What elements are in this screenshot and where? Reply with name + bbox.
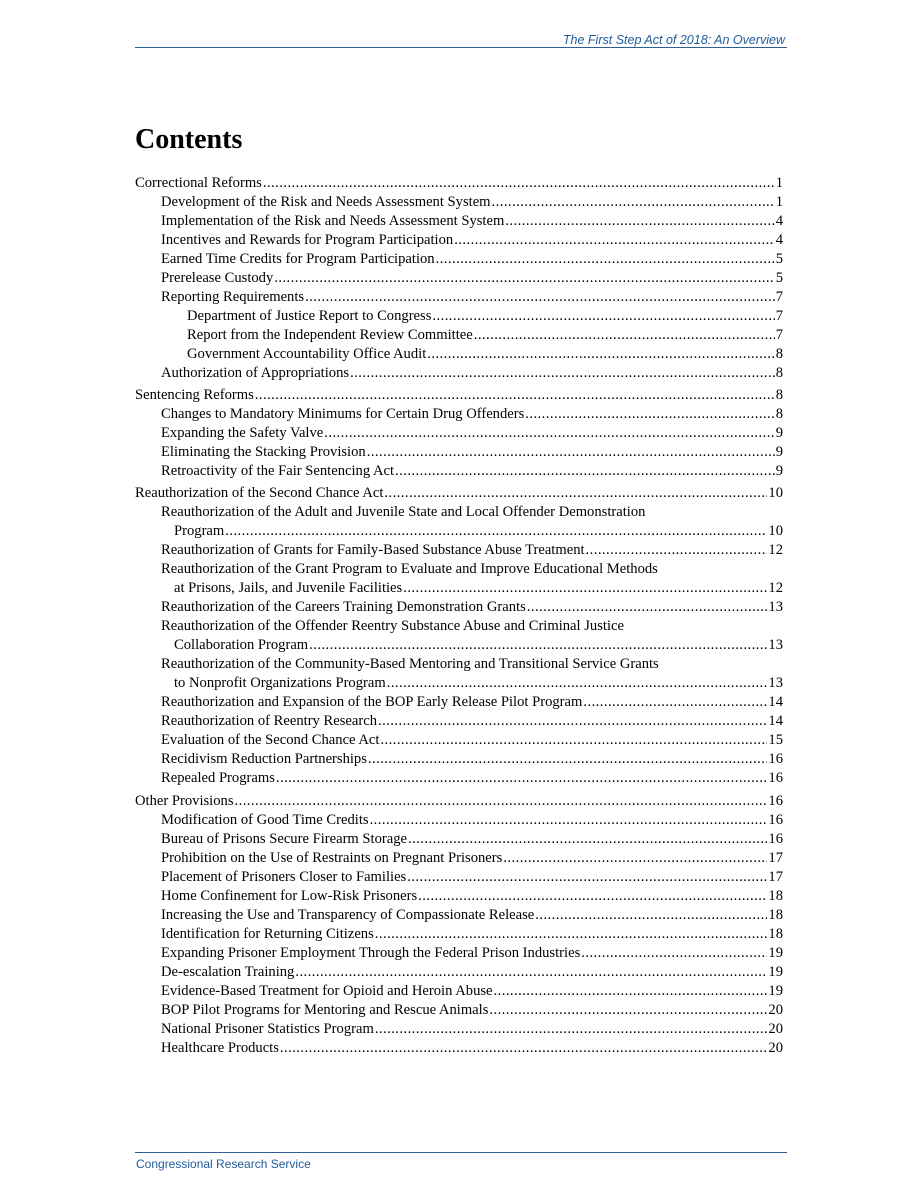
toc-entry[interactable] bbox=[135, 386, 783, 405]
toc-entry-title: Prohibition on the Use of Restraints on Pregnant Prisoners bbox=[161, 849, 503, 866]
toc-page-number: 16 bbox=[768, 792, 783, 809]
toc-entry[interactable] bbox=[135, 288, 783, 307]
toc-entry[interactable] bbox=[135, 731, 783, 750]
toc-entry-title: BOP Pilot Programs for Mentoring and Rescue Animals bbox=[161, 1001, 489, 1018]
toc-dot-leader bbox=[235, 792, 768, 811]
toc-dot-leader bbox=[432, 307, 774, 326]
toc-entry[interactable] bbox=[135, 462, 783, 481]
toc-page-number: 12 bbox=[768, 542, 783, 559]
toc-entry-title: Incentives and Rewards for Program Participation bbox=[161, 232, 454, 248]
toc-dot-leader bbox=[505, 212, 774, 231]
toc-entry-title: Reauthorization and Expansion of the BOP Early Release Pilot Program bbox=[161, 694, 583, 711]
toc-dot-leader bbox=[384, 484, 767, 503]
toc-entry-title: Reauthorization of the Second Chance Act bbox=[135, 485, 384, 502]
toc-dot-leader bbox=[586, 541, 768, 560]
toc-page-number: 19 bbox=[768, 944, 783, 961]
toc-entry[interactable] bbox=[135, 887, 783, 906]
toc-page-number: 16 bbox=[768, 751, 783, 768]
toc-entry[interactable] bbox=[135, 174, 783, 193]
toc-entry[interactable] bbox=[135, 484, 783, 503]
toc-entry-title: Prerelease Custody bbox=[161, 270, 274, 286]
toc-page-number: 8 bbox=[775, 365, 783, 381]
toc-entry[interactable] bbox=[135, 345, 783, 364]
toc-entry-title: Recidivism Reduction Partnerships bbox=[161, 751, 367, 768]
toc-dot-leader bbox=[255, 386, 775, 405]
contents-heading: Contents bbox=[135, 124, 243, 155]
footer-text: Congressional Research Service bbox=[136, 1157, 311, 1171]
toc-entry-title: Report from the Independent Review Committee bbox=[187, 327, 473, 343]
toc-dot-leader bbox=[535, 906, 767, 925]
toc-page-number: 19 bbox=[768, 963, 783, 980]
toc-entry-title: Home Confinement for Low-Risk Prisoners bbox=[161, 887, 418, 904]
toc-entry-title: Healthcare Products bbox=[161, 1039, 279, 1056]
toc-entry-title: Retroactivity of the Fair Sentencing Act bbox=[161, 463, 395, 480]
toc-dot-leader bbox=[378, 712, 767, 731]
toc-dot-leader bbox=[474, 326, 775, 345]
toc-entry[interactable] bbox=[135, 963, 783, 982]
toc-dot-leader bbox=[367, 443, 775, 462]
toc-page-number: 7 bbox=[775, 289, 783, 305]
toc-page-number: 16 bbox=[768, 830, 783, 847]
running-header bbox=[135, 33, 787, 48]
toc-entry-title: De-escalation Training bbox=[161, 963, 295, 980]
toc-dot-leader bbox=[225, 522, 767, 541]
toc-page-number: 8 bbox=[775, 406, 783, 423]
toc-entry-title-line1: Reauthorization of the Grant Program to Evaluate and Improve Educational Methods bbox=[161, 561, 658, 578]
toc-entry-title: Other Provisions bbox=[135, 792, 234, 809]
toc-entry[interactable] bbox=[135, 849, 783, 868]
toc-page-number: 13 bbox=[768, 675, 783, 692]
toc-entry[interactable] bbox=[135, 769, 783, 788]
toc-page-number: 20 bbox=[768, 1001, 783, 1018]
toc-dot-leader bbox=[274, 269, 774, 288]
toc-dot-leader bbox=[276, 769, 768, 788]
toc-dot-leader bbox=[368, 750, 767, 769]
toc-entry[interactable] bbox=[135, 424, 783, 443]
toc-entry[interactable] bbox=[135, 503, 783, 541]
toc-entry-title: Changes to Mandatory Minimums for Certain Drug Offenders bbox=[161, 406, 525, 423]
toc-dot-leader bbox=[403, 579, 767, 598]
toc-entry-title: Placement of Prisoners Closer to Families bbox=[161, 868, 407, 885]
toc-entry[interactable] bbox=[135, 560, 783, 598]
toc-entry[interactable] bbox=[135, 405, 783, 424]
toc-dot-leader bbox=[263, 174, 775, 193]
toc-entry[interactable] bbox=[135, 1039, 783, 1058]
toc-entry[interactable] bbox=[135, 1020, 783, 1039]
toc-entry-title: Expanding Prisoner Employment Through the Federal Prison Industries bbox=[161, 944, 581, 961]
toc-entry-title: National Prisoner Statistics Program bbox=[161, 1020, 374, 1037]
toc-entry[interactable] bbox=[135, 541, 783, 560]
toc-entry[interactable] bbox=[135, 830, 783, 849]
toc-dot-leader bbox=[309, 636, 767, 655]
toc-page-number: 20 bbox=[768, 1039, 783, 1056]
toc-page-number: 18 bbox=[768, 925, 783, 942]
toc-entry-title: Collaboration Program bbox=[174, 637, 309, 654]
toc-entry-title: Government Accountability Office Audit bbox=[187, 346, 427, 362]
toc-page-number: 1 bbox=[775, 175, 783, 191]
toc-page-number: 7 bbox=[775, 327, 783, 343]
toc-page-number: 15 bbox=[768, 732, 783, 749]
toc-entry-title: Program bbox=[174, 523, 225, 540]
toc-page-number: 16 bbox=[768, 811, 783, 828]
toc-page-number: 9 bbox=[775, 444, 783, 461]
toc-dot-leader bbox=[581, 944, 767, 963]
toc-entry[interactable] bbox=[135, 193, 783, 212]
toc-entry[interactable] bbox=[135, 925, 783, 944]
toc-entry[interactable] bbox=[135, 811, 783, 830]
toc-page-number: 8 bbox=[775, 387, 783, 404]
toc-entry-title: Reporting Requirements bbox=[161, 289, 305, 305]
toc-entry[interactable] bbox=[135, 944, 783, 963]
toc-entry[interactable] bbox=[135, 617, 783, 655]
toc-dot-leader bbox=[305, 288, 775, 307]
toc-entry-title-line1: Reauthorization of the Offender Reentry Substance Abuse and Criminal Justice bbox=[161, 618, 624, 635]
table-of-contents bbox=[135, 174, 783, 1058]
toc-entry-title: Identification for Returning Citizens bbox=[161, 925, 374, 942]
toc-entry-title: at Prisons, Jails, and Juvenile Facilities bbox=[174, 580, 403, 597]
toc-dot-leader bbox=[350, 364, 775, 383]
toc-entry-title-line1: Reauthorization of the Adult and Juvenile State and Local Offender Demonstration bbox=[161, 504, 646, 521]
toc-page-number: 14 bbox=[768, 694, 783, 711]
toc-dot-leader bbox=[375, 925, 768, 944]
toc-dot-leader bbox=[370, 811, 768, 830]
toc-entry-title: Reauthorization of the Careers Training Demonstration Grants bbox=[161, 599, 526, 616]
toc-dot-leader bbox=[503, 849, 767, 868]
toc-entry-title: Bureau of Prisons Secure Firearm Storage bbox=[161, 830, 408, 847]
toc-entry-title: to Nonprofit Organizations Program bbox=[174, 675, 386, 692]
toc-entry-title: Development of the Risk and Needs Assessment System bbox=[161, 194, 491, 210]
toc-entry-title-line1: Reauthorization of the Community-Based Mentoring and Transitional Service Grants bbox=[161, 656, 659, 673]
toc-entry-title: Expanding the Safety Valve bbox=[161, 425, 324, 442]
toc-entry[interactable] bbox=[135, 868, 783, 887]
toc-entry[interactable] bbox=[135, 307, 783, 326]
toc-page-number: 17 bbox=[768, 849, 783, 866]
toc-entry-title: Evidence-Based Treatment for Opioid and Heroin Abuse bbox=[161, 982, 493, 999]
toc-entry-title: Eliminating the Stacking Provision bbox=[161, 444, 366, 461]
toc-dot-leader bbox=[583, 693, 767, 712]
toc-entry[interactable] bbox=[135, 326, 783, 345]
toc-page-number: 9 bbox=[775, 463, 783, 480]
running-footer bbox=[135, 1152, 787, 1171]
toc-page-number: 9 bbox=[775, 425, 783, 442]
toc-entry[interactable] bbox=[135, 212, 783, 231]
toc-dot-leader bbox=[436, 250, 775, 269]
toc-dot-leader bbox=[395, 462, 775, 481]
toc-dot-leader bbox=[324, 424, 774, 443]
toc-entry-title: Reauthorization of Grants for Family-Based Substance Abuse Treatment bbox=[161, 542, 585, 559]
toc-page-number: 1 bbox=[775, 194, 783, 210]
toc-entry[interactable] bbox=[135, 712, 783, 731]
toc-page-number: 17 bbox=[768, 868, 783, 885]
toc-entry[interactable] bbox=[135, 693, 783, 712]
toc-entry-title: Repealed Programs bbox=[161, 770, 275, 787]
toc-entry-title: Implementation of the Risk and Needs Assessment System bbox=[161, 213, 505, 229]
toc-page-number: 10 bbox=[768, 523, 783, 540]
toc-dot-leader bbox=[295, 963, 767, 982]
toc-entry[interactable] bbox=[135, 598, 783, 617]
toc-entry[interactable] bbox=[135, 655, 783, 693]
toc-page-number: 12 bbox=[768, 580, 783, 597]
toc-entry[interactable] bbox=[135, 443, 783, 462]
toc-page-number: 14 bbox=[768, 713, 783, 730]
toc-entry[interactable] bbox=[135, 982, 783, 1001]
toc-entry-title: Reauthorization of Reentry Research bbox=[161, 713, 377, 730]
toc-dot-leader bbox=[525, 405, 774, 424]
toc-entry[interactable] bbox=[135, 906, 783, 925]
toc-page-number: 13 bbox=[768, 599, 783, 616]
toc-page-number: 5 bbox=[775, 251, 783, 267]
toc-dot-leader bbox=[427, 345, 774, 364]
toc-entry[interactable] bbox=[135, 269, 783, 288]
toc-page-number: 13 bbox=[768, 637, 783, 654]
toc-page-number: 10 bbox=[768, 485, 783, 502]
toc-dot-leader bbox=[418, 887, 767, 906]
toc-entry[interactable] bbox=[135, 250, 783, 269]
toc-dot-leader bbox=[387, 674, 768, 693]
toc-entry-title: Correctional Reforms bbox=[135, 175, 262, 191]
toc-entry-title: Modification of Good Time Credits bbox=[161, 811, 369, 828]
toc-page-number: 18 bbox=[768, 887, 783, 904]
toc-page-number: 7 bbox=[775, 308, 783, 324]
toc-dot-leader bbox=[375, 1020, 768, 1039]
toc-entry-title: Sentencing Reforms bbox=[135, 387, 254, 404]
toc-page-number: 4 bbox=[775, 213, 783, 229]
toc-dot-leader bbox=[380, 731, 767, 750]
toc-page-number: 20 bbox=[768, 1020, 783, 1037]
toc-entry[interactable] bbox=[135, 231, 783, 250]
toc-entry[interactable] bbox=[135, 1001, 783, 1020]
toc-page-number: 19 bbox=[768, 982, 783, 999]
toc-dot-leader bbox=[527, 598, 768, 617]
toc-dot-leader bbox=[408, 830, 767, 849]
toc-dot-leader bbox=[407, 868, 767, 887]
toc-entry[interactable] bbox=[135, 792, 783, 811]
toc-entry[interactable] bbox=[135, 364, 783, 383]
toc-page-number: 16 bbox=[768, 770, 783, 787]
toc-page-number: 4 bbox=[775, 232, 783, 248]
toc-entry-title: Increasing the Use and Transparency of Compassionate Release bbox=[161, 906, 535, 923]
toc-page-number: 8 bbox=[775, 346, 783, 362]
toc-entry-title: Evaluation of the Second Chance Act bbox=[161, 732, 380, 749]
toc-entry-title: Authorization of Appropriations bbox=[161, 365, 350, 381]
toc-dot-leader bbox=[492, 193, 775, 212]
toc-dot-leader bbox=[454, 231, 775, 250]
toc-dot-leader bbox=[489, 1001, 767, 1020]
header-title: The First Step Act of 2018: An Overview bbox=[562, 33, 785, 47]
toc-entry[interactable] bbox=[135, 750, 783, 769]
toc-dot-leader bbox=[280, 1039, 767, 1058]
toc-page-number: 18 bbox=[768, 906, 783, 923]
toc-entry-title: Earned Time Credits for Program Participation bbox=[161, 251, 435, 267]
toc-dot-leader bbox=[494, 982, 768, 1001]
toc-entry-title: Department of Justice Report to Congress bbox=[187, 308, 432, 324]
toc-page-number: 5 bbox=[775, 270, 783, 286]
